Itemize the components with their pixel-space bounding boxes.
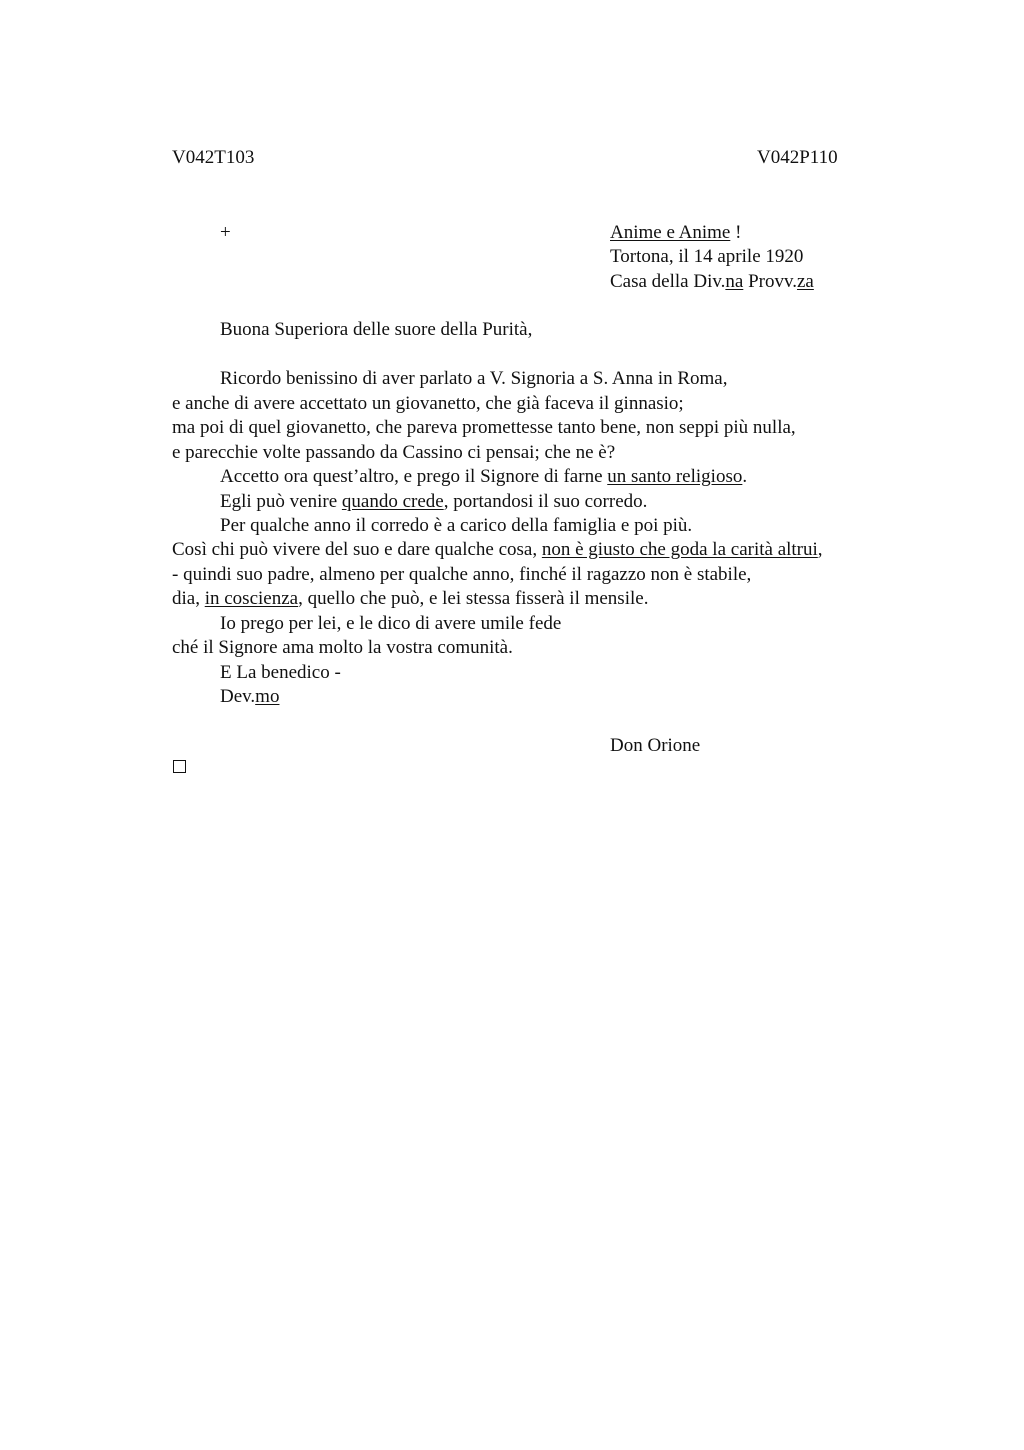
underlined-phrase: quando crede	[341, 491, 444, 512]
underlined-phrase: non è giusto che goda la carità altrui	[541, 539, 818, 560]
body-line: Io prego per lei, e le dico di avere umile fede	[220, 613, 562, 634]
text: Egli può venire	[220, 491, 342, 512]
text: , quello che può, e lei stessa fisserà il mensile.	[298, 588, 649, 609]
house-line	[610, 270, 814, 295]
house-abbrev: na	[725, 271, 744, 292]
body-line: E La benedico -	[220, 662, 341, 683]
document-code-left: V042T103	[172, 147, 255, 168]
body-line	[172, 587, 648, 612]
text: Accetto ora quest’altro, e prego il Signore di farne	[220, 466, 608, 487]
motto: Anime e Anime	[610, 222, 731, 243]
underlined-abbrev: mo	[255, 686, 280, 707]
body-line: ma poi di quel giovanetto, che pareva promettesse tanto bene, non seppi più nulla,	[172, 417, 796, 438]
house-part: Casa della Div.	[610, 271, 726, 292]
house-part: Provv.	[743, 271, 797, 292]
underlined-phrase: un santo religioso	[607, 466, 743, 487]
motto-punctuation: !	[730, 222, 742, 243]
body-line: ché il Signore ama molto la vostra comunità.	[172, 637, 513, 658]
body-line: e parecchie volte passando da Cassino ci pensai; che ne è?	[172, 442, 616, 463]
body-line: - quindi suo padre, almeno per qualche anno, finché il ragazzo non è stabile,	[172, 564, 752, 585]
body-line: Ricordo benissino di aver parlato a V. Signoria a S. Anna in Roma,	[220, 368, 728, 389]
body-line	[172, 538, 823, 563]
end-box-icon	[173, 760, 186, 773]
body-line	[220, 490, 647, 515]
salutation: Buona Superiora delle suore della Purità,	[220, 319, 533, 340]
house-abbrev: za	[796, 271, 814, 292]
text: ,	[817, 539, 823, 560]
signature: Don Orione	[610, 735, 701, 756]
body-line: e anche di avere accettato un giovanetto, che già faceva il ginnasio;	[172, 393, 684, 414]
motto-line	[610, 221, 741, 246]
text: Dev.	[220, 686, 256, 707]
closing-line	[220, 685, 279, 710]
text: Così chi può vivere del suo e dare qualche cosa,	[172, 539, 542, 560]
body-line	[220, 465, 747, 490]
date-line: Tortona, il 14 aprile 1920	[610, 246, 804, 267]
document-code-right: V042P110	[757, 147, 838, 168]
underlined-phrase: in coscienza	[204, 588, 299, 609]
cross-mark: +	[220, 222, 231, 243]
text: dia,	[172, 588, 205, 609]
text: .	[742, 466, 748, 487]
text: , portandosi il suo corredo.	[443, 491, 648, 512]
body-line: Per qualche anno il corredo è a carico della famiglia e poi più.	[220, 515, 693, 536]
